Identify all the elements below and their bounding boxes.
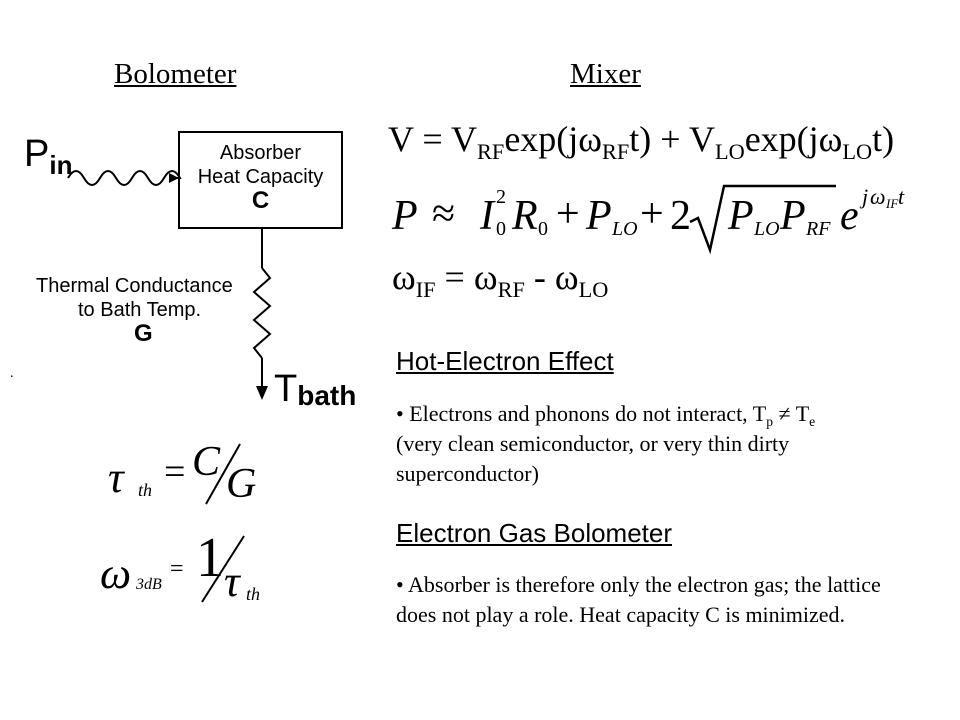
electron-gas-title: Electron Gas Bolometer [396,518,673,548]
input-power-label: $P_{in}$ [24,133,73,180]
power-equation: P ≈ I 2 0 R 0 + P LO + 2 P LO P RF e j ω IF t [388,180,908,260]
bolometer-heading: Bolometer [114,58,237,90]
hot-electron-bullet: • Electrons and phonons do not interact, $T_p \ne T_e$ (very clean semiconductor, or very thin dirty superconductor) [396,401,816,486]
radiation-wave [68,171,180,185]
arrow-down-icon [256,386,268,400]
voltage-equation: $V = V_{RF}\exp(j\omega_{RF}t) + V_{LO}\exp(j\omega_{LO}t)$ [388,119,895,164]
frequency-equation: $\omega_{IF} = \omega_{RF} - \omega_{LO}$ [392,257,609,302]
electron-gas-bullet: • Absorber is therefore only the electron gas; the lattice does not play a role. Heat capacity C is minimized. [396,572,881,627]
thermal-conductance-label: Thermal Conductance to Bath Temp. G [36,275,233,347]
hot-electron-title: Hot-Electron Effect [396,346,614,376]
bath-temperature-label: Tbath [274,368,357,411]
time-constant-formula: τ th = C G [108,439,257,507]
bandwidth-formula: ω 3dB = 1 τ th [100,527,261,606]
mixer-heading: Mixer [570,58,641,90]
stray-mark: . [10,366,14,381]
absorber-label: Absorber Heat Capacity C [197,142,324,214]
